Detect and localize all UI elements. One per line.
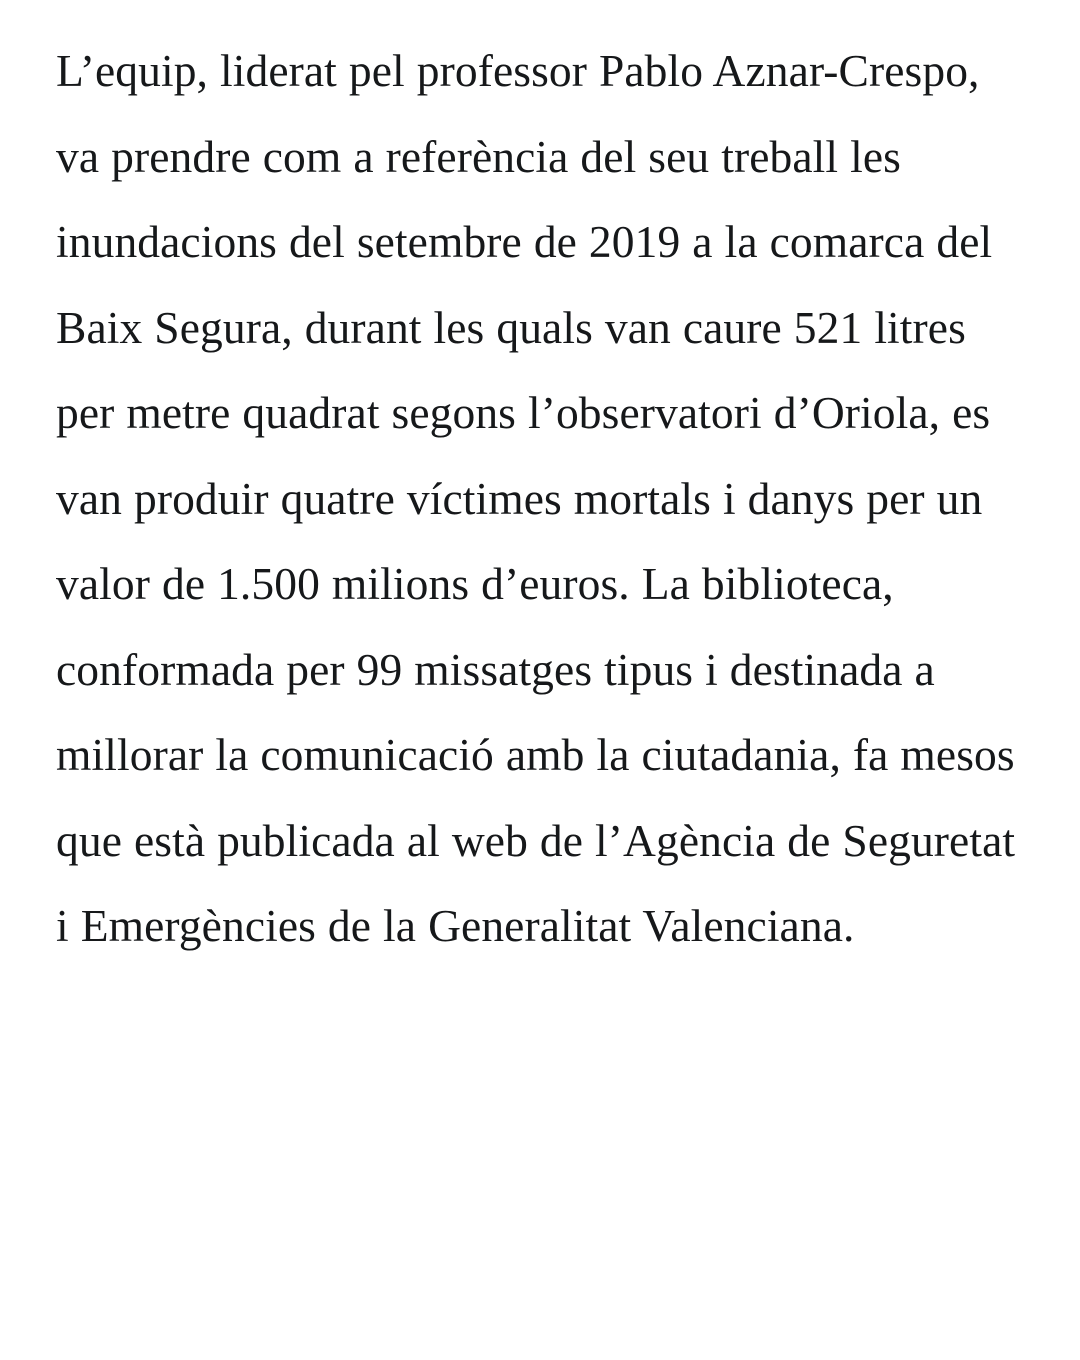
article-paragraph: L’equip, liderat pel professor Pablo Aznar-Crespo, va prendre com a referència del seu treball les inundacions del setembre de 2019 a la comarca del Baix Segura, durant les quals van caure 521 litres per metre quadrat segons l’observatori d’Oriola, es van produir quatre víctimes mortals i danys per un valor de 1.500 milions d’euros. La biblioteca, conformada per 99 missatges tipus i destinada a millorar la comunicació amb la ciutadania, fa mesos que està publicada al web de l’Agència de Seguretat i Emergències de la Generalitat Valenciana. bbox=[56, 45, 1016, 951]
